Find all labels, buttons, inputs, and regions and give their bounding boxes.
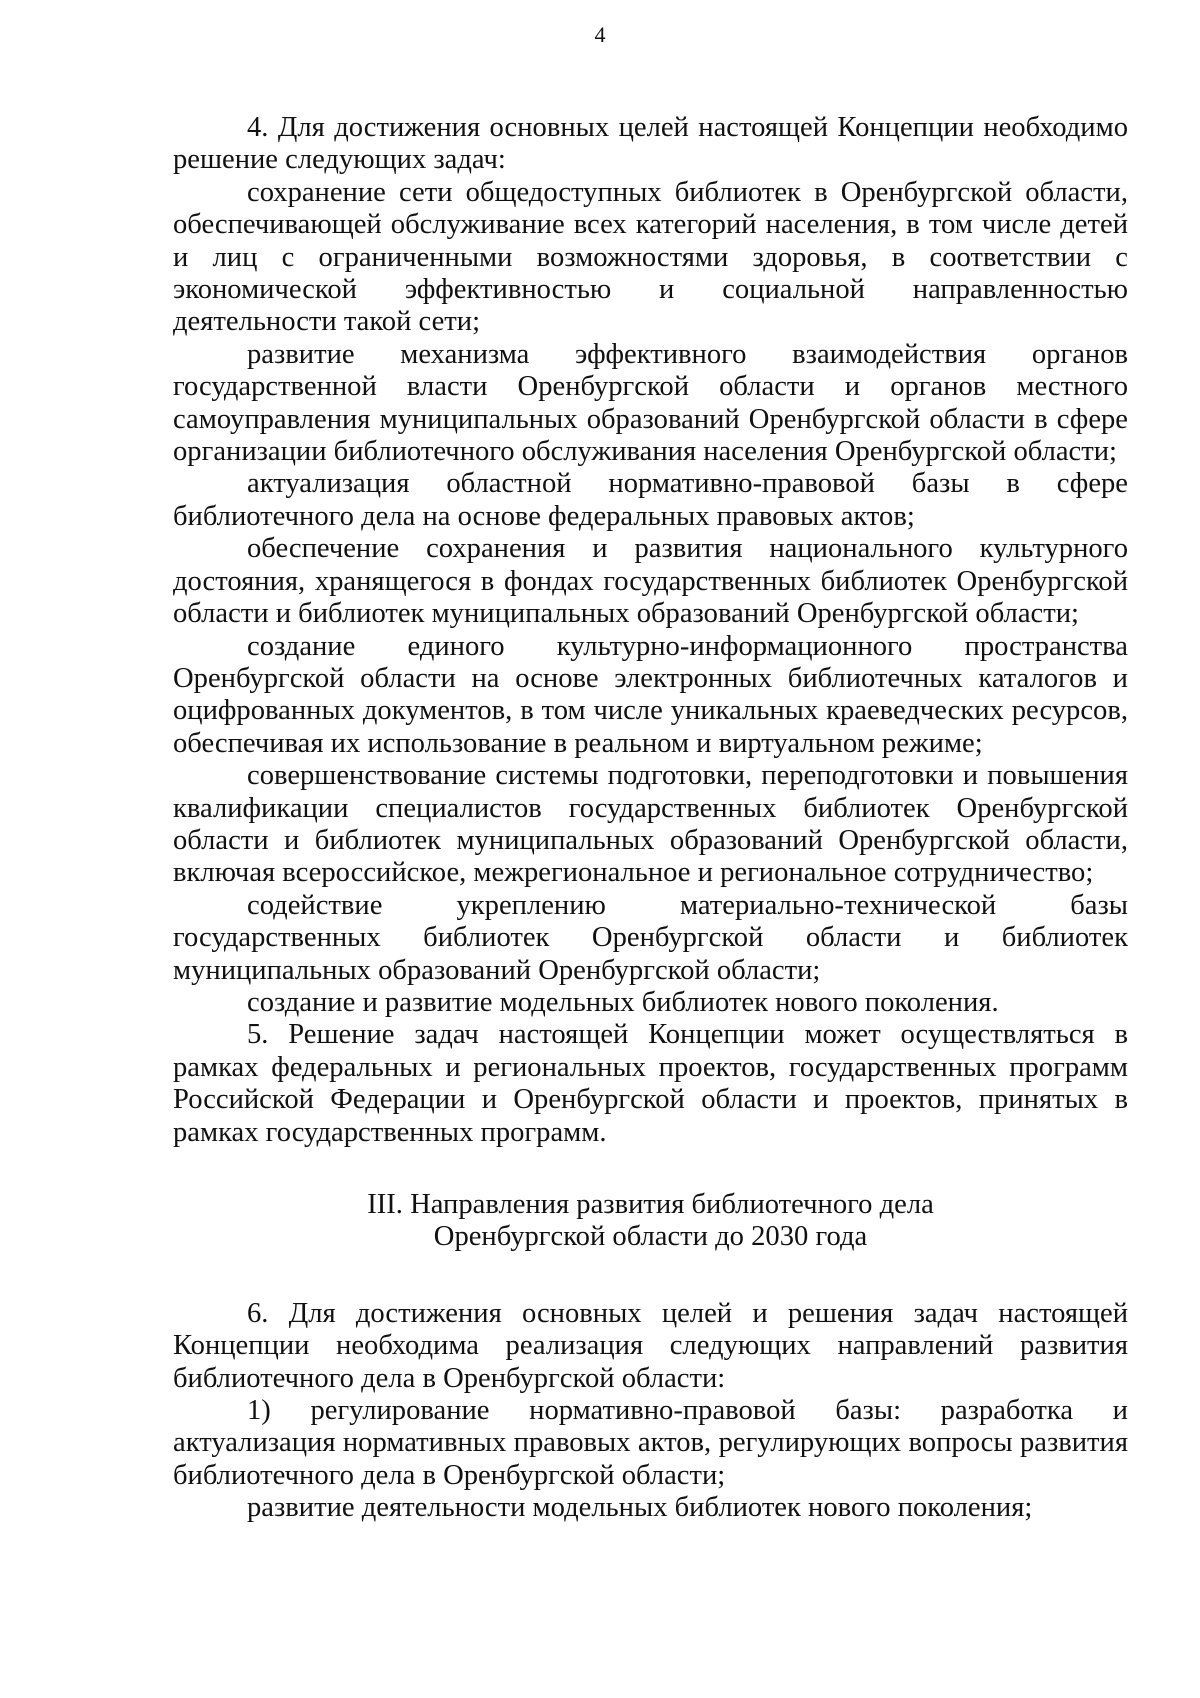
paragraph-task-material-base: содействие укреплению материально-технической базы государственных библиотек Оренбургской области и библиотек муниципальных образований Оренбургской области; [173, 889, 1128, 986]
paragraph-item-4: 4. Для достижения основных целей настоящей Концепции необходимо решение следующих задач: [173, 112, 1128, 176]
paragraph-direction-model-libraries: развитие деятельности модельных библиотек нового поколения; [247, 1492, 1033, 1524]
paragraph-task-model-libraries: создание и развитие модельных библиотек нового поколения. [247, 986, 999, 1018]
paragraph-task-interaction: развитие механизма эффективного взаимодействия органов государственной власти Оренбургской области и органов местного самоуправления муниципальных образований Оренбургской области в сфере организации библиотечного обслуживания населения Оренбургской области; [173, 338, 1128, 468]
paragraph-task-heritage: обеспечение сохранения и развития национального культурного достояния, хранящегося в фондах государственных библиотек Оренбургской области и библиотек муниципальных образований Оренбургской области; [173, 533, 1128, 630]
paragraph-task-library-network: сохранение сети общедоступных библиотек в Оренбургской области, обеспечивающей обслуживание всех категорий населения, в том числе детей и лиц с ограниченными возможностями здоровья, в соответствии с экономической эффективностью и социальной направленностью деятельности такой сети; [173, 176, 1128, 338]
paragraph-item-6: 6. Для достижения основных целей и решения задач настоящей Концепции необходима реализация следующих направлений развития библиотечного дела в Оренбургской области: [173, 1297, 1128, 1394]
document-body [173, 112, 1128, 1525]
section-heading [173, 1189, 1128, 1254]
paragraph-task-info-space: создание единого культурно-информационного пространства Оренбургской области на основе электронных библиотечных каталогов и оцифрованных документов, в том числе уникальных краеведческих ресурсов, обеспечивая их использование в реальном и виртуальном режиме; [173, 630, 1128, 759]
page-number: 4 [594, 22, 606, 47]
paragraph-direction-1: 1) регулирование нормативно-правовой базы: разработка и актуализация нормативных правовых актов, регулирующих вопросы развития библиотечного дела в Оренбургской области; [173, 1395, 1128, 1491]
paragraph-task-legal-base: актуализация областной нормативно-правовой базы в сфере библиотечного дела на основе федеральных правовых актов; [173, 468, 1128, 532]
paragraph-task-training: совершенствование системы подготовки, переподготовки и повышения квалификации специалистов государственных библиотек Оренбургской области и библиотек муниципальных образований Оренбургской области, включая всероссийское, межрегиональное и региональное сотрудничество; [173, 760, 1128, 889]
section-heading-line-1: III. Направления развития библиотечного дела [367, 1189, 934, 1220]
paragraph-item-5: 5. Решение задач настоящей Концепции может осуществляться в рамках федеральных и региональных проектов, государственных программ Российской Федерации и Оренбургской области и проектов, принятых в рамках государственных программ. [173, 1019, 1128, 1148]
section-heading-line-2: Оренбургской области до 2030 года [433, 1221, 868, 1253]
